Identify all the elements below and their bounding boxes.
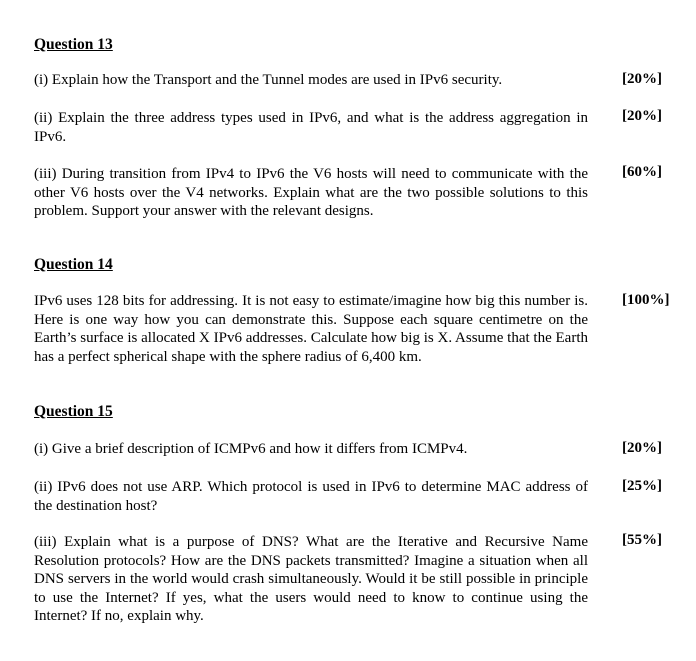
q15-part-i-mark: [20%] <box>622 440 662 456</box>
q15-part-iii: (iii) Explain what is a purpose of DNS? What are the Iterative and Recursive Name Resolution protocols? How are the DNS packets transmitted? Imagine a situation when all DNS servers in the world would crash simultaneously. Would it be still possible in principle to use the Internet? If yes, what the users would need to know to continue using the Internet? If no, explain why. <box>34 534 588 624</box>
q13-part-i: (i) Explain how the Transport and the Tunnel modes are used in IPv6 security. <box>34 72 503 88</box>
q14-body: IPv6 uses 128 bits for addressing. It is not easy to estimate/imagine how big this number is. Here is one way how you can demonstrate this. Suppose each square centimetre on the Earth’s surface is allocated X IPv6 addresses. Calculate how big is X. Assume that the Earth has a perfect spherical shape with the sphere radius of 6,400 km. <box>34 293 588 365</box>
q15-part-ii: (ii) IPv6 does not use ARP. Which protocol is used in IPv6 to determine MAC address of the destination host? <box>34 479 588 514</box>
question-14-heading: Question 14 <box>34 256 113 273</box>
q13-part-iii: (iii) During transition from IPv4 to IPv6 the V6 hosts will need to communicate with the other V6 hosts over the V4 networks. Explain what are the two possible solutions to this problem. Support your answer with the relevant designs. <box>34 166 588 219</box>
q13-part-iii-mark: [60%] <box>622 164 662 180</box>
question-15-heading: Question 15 <box>34 403 113 420</box>
q15-part-ii-mark: [25%] <box>622 478 662 494</box>
q15-part-iii-mark: [55%] <box>622 532 662 548</box>
q15-part-i: (i) Give a brief description of ICMPv6 and how it differs from ICMPv4. <box>34 441 468 457</box>
q13-part-ii-mark: [20%] <box>622 108 662 124</box>
q13-part-ii: (ii) Explain the three address types used in IPv6, and what is the address aggregation in IPv6. <box>34 110 588 145</box>
q14-mark: [100%] <box>622 292 670 308</box>
question-13-heading: Question 13 <box>34 36 113 53</box>
q13-part-i-mark: [20%] <box>622 71 662 87</box>
